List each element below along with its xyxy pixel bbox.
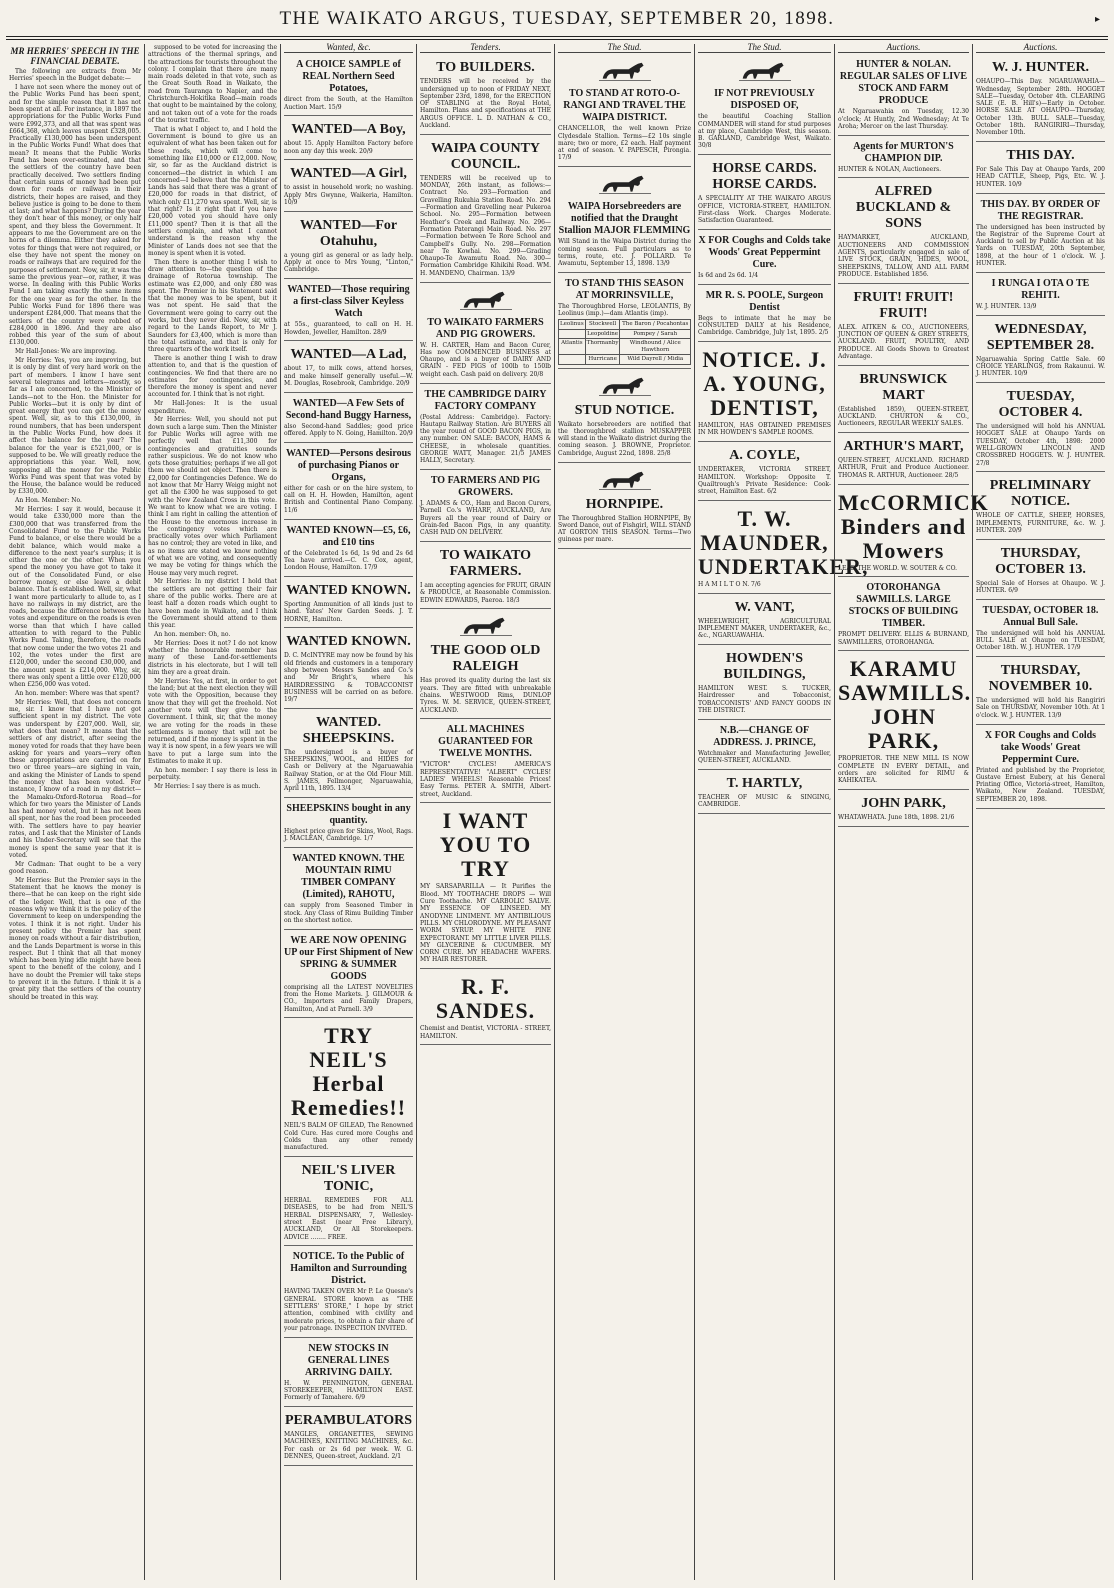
advertisement-title: TUESDAY, OCTOBER 4. bbox=[998, 389, 1083, 421]
advertisement bbox=[838, 435, 969, 484]
advertisement-title: WANTED—A Lad, bbox=[290, 347, 407, 363]
advertisement-body: also Second-hand Saddles; good price offered. Apply to N. Going, Hamilton. 20/9 bbox=[284, 422, 413, 438]
table-row bbox=[559, 339, 691, 355]
paragraph: Mr Herries: Well, you should not put down such a large sum. Then the Minister for Public Works will agree with me perfectly well that £11,300 for contingencies and gratuities sounds rather suspicious. We do not know who gets those gratuities; perhaps if we all got them we should not object. Then there is £2,000 for Contingencies Defence. We do not know that Mr Harry Weigg might not get all the £300 he was supposed to get with the New Zealand Cross in this vote. We want to know what we are voting. I think I am right in calling the attention of the House to the enormous increase in the contingency votes which are practically votes over which Parliament has no control; they are voted in like, and as no items are stated we know nothing of what we are voting, and consequently we may be voting for things which the House may very much regret. bbox=[148, 416, 277, 577]
table-cell: Thormanby bbox=[585, 339, 620, 355]
advertisement-title: WANTED. SHEEPSKINS. bbox=[302, 714, 395, 746]
table-cell: Wild Dayrell / Midia bbox=[620, 355, 691, 365]
paragraph: Mr Herries: In my district I hold that the settlers are not getting their fair share of the public works. There are at least half a dozen roads which ought to have been made in Waikato, and I think the Government should attend to them this year. bbox=[148, 578, 277, 630]
table-row bbox=[559, 355, 691, 365]
advertisement-body: ALEX. AITKEN & CO., AUCTIONEERS, JUNCTION OF QUEEN & GREY STREETS, AUCKLAND. FRUIT, POULTRY, AND PRODUCE. All Goods Shown to Greatest Advantage. bbox=[838, 323, 969, 360]
advertisement-body: PROPRIETOR. THE NEW MILL IS NOW COMPLETE IN EVERY DETAIL, and orders are solicited for RIMU & KAHIKATEA. bbox=[838, 755, 969, 785]
advertisement bbox=[558, 169, 691, 273]
advertisement-title: IF NOT PREVIOUSLY DISPOSED OF, bbox=[714, 88, 815, 112]
advertisement bbox=[558, 371, 691, 463]
advertisement bbox=[284, 630, 413, 709]
paragraph: An hon. member: Where was that spent? bbox=[15, 689, 140, 697]
paragraph: That is what I object to, and I hold the Government is bound to give us an equivalent of what has been taken out for these roads, which will come to something like £10,000 or £12,000. Now, sir, so far as the Auckland district is concerned—the district in which I am concerned—I believe that the Minister of Lands has said that there was a grant of £20,000 for roads in that district, of which only £11,270 was spent. Well, sir, is that right? Is it right that if you have £20,000 voted you should have only £11,000 spent? Then it is that all the settlers complain, and what I cannot understand is the reason why the Minister of Lands does not see that the money is spent when it is voted. bbox=[148, 125, 277, 257]
advertisement bbox=[976, 602, 1105, 657]
advertisement-title: McCORMICK Binders and Mowers bbox=[838, 489, 989, 563]
advertisement bbox=[284, 1020, 413, 1157]
advertisement bbox=[976, 727, 1105, 809]
advertisement-title: HORNPIPE. bbox=[585, 496, 664, 512]
advertisement bbox=[838, 579, 969, 651]
horse-illustration-icon bbox=[736, 60, 794, 86]
advertisement-body: HAYMARKET, AUCKLAND, AUCTIONEERS AND COMMISSION AGENTS, particularly engaged in sale of LIVE STOCK, GRAIN, HIDES, WOOL, SHEEPSKINS, TALLOW, AND ALL FARM PRODUCE. Established 1856. bbox=[838, 234, 969, 278]
advertisement-title: N.B.—CHANGE OF ADDRESS. J. PRINCE, bbox=[713, 724, 816, 748]
advertisement-body: (Established 1859), QUEEN-STREET, AUCKLAND. CHURTON & CO., Auctioneers, REGULAR WEEKLY SALES. bbox=[838, 405, 969, 428]
table-cell: Leopoldine bbox=[587, 330, 619, 337]
advertisement bbox=[698, 772, 831, 814]
paragraph: Mr Herries: But the Premier says in the Statement that he knows the money is there—that he can keep on the right side of the ledger. Well, that is one of the reasons why we think it is the policy of the Government to keep on underspending the votes. I think it is not right. Under his present policy the Premier has spent money on roads without a fair distribution, and the Lands Department is worse in this respect. But I think that all that money which has been lying idle might have been spent to the benefit of the colony, and I have no doubt the Premier will take steps to prevent it in the future. I think it is a great pity that the settlers of the country should be treated in this way. bbox=[9, 876, 141, 1001]
advertisement-body: H. W. PENNINGTON, GENERAL STOREKEEPER, HAMILTON EAST. Formerly of Tamahere. 6/9 bbox=[284, 1379, 413, 1402]
advertisement bbox=[698, 232, 831, 285]
advertisement-body: At Ngaruawahia on Tuesday, 12.30 o'clock; At Huntly, 2nd Wednesday; At Te Aroha; Mercer on the last Thursday. bbox=[838, 108, 969, 130]
advertisement-body: WHEELWRIGHT, AGRICULTURAL IMPLEMENT MAKER, UNDERTAKER, &c., &c., NGARUAWAHIA. bbox=[698, 617, 831, 640]
advertisement bbox=[284, 522, 413, 577]
advertisement bbox=[838, 138, 969, 179]
advertisement-body: Begs to intimate that he may be CONSULTED DAILY at his Residence, Cambridge. Cambridge, July 1st, 1895. 2/5 bbox=[698, 314, 831, 337]
paragraph: Mr Hall-Jones: It is the usual expenditure. bbox=[148, 400, 277, 415]
advertisement-title: THE CAMBRIDGE DAIRY FACTORY COMPANY bbox=[424, 388, 547, 412]
advertisement-body: WHOLE OF CATTLE, SHEEP, HORSES, IMPLEMENTS, FURNITURE, &c. W. J. HUNTER. 20/9 bbox=[976, 512, 1105, 534]
advertisement-body: The undersigned will hold his ANNUAL HOGGET SALE at Ohaupo Yards on TUESDAY, October 4th, 1898: 2000 WELL-GROWN LINCOLN AND CROSSBRED HOGGETS. W. J. HUNTER. 27/8 bbox=[976, 423, 1105, 467]
advertisement-body: TENDERS will be received by the undersigned up to noon of FRIDAY NEXT, September 23rd, 1898, for the ERECTION OF STABLING at the Royal Hotel, Hamilton. Plans and specifications at THE ARGUS OFFICE. L. D. NATHAN & CO., Auckland. bbox=[420, 78, 551, 130]
advertisement-title: W. J. HUNTER. bbox=[991, 60, 1090, 76]
paragraph: Mr Herries: Yes, you are improving, but it is only by dint of very hard work on the part of members. I know I have sent several telegrams and letters—mostly, so far as I am concerned, to the Minister of Lands—not to the Hon. the Minister for Public Works—but it is only by dint of great energy that you can get the money spent. Well, sir, as to this £130,000, in round numbers, that has been underspent in the Public Works Fund, how does it affect the balance for the year? The balance for the year is £521,000, or is supposed to be. We will greatly reduce the appropriations this year. Well, now, supposing all the money for the Public Works Fund was spent that was voted by the House, the balance would be reduced by £330,000. bbox=[9, 357, 141, 496]
advertisement-title: HORSE CARDS. HORSE CARDS. bbox=[712, 161, 817, 193]
advertisement bbox=[838, 286, 969, 366]
advertisement-body: direct from the South, at the Hamilton Auction Mart. 15/9 bbox=[284, 96, 413, 111]
advertisement bbox=[284, 579, 413, 628]
advertisement-body: MANGLES, ORGANETTES, SEWING MACHINES, KNITTING MACHINES, &c. For cash or 2s 6d per week. W. G. DENNES, Queen-street, Auckland. 2/1 bbox=[284, 1430, 413, 1460]
paragraph: An hon. member: Oh, no. bbox=[154, 630, 231, 638]
horse-illustration-icon bbox=[596, 375, 654, 401]
advertisement-body: QUEEN-STREET, AUCKLAND. RICHARD ARTHUR, Fruit and Produce Auctioneer. THOMAS R. ARTHUR, Auctioneer. 28/5 bbox=[838, 457, 969, 479]
corner-mark-icon: ▸ bbox=[1094, 14, 1100, 25]
advertisement bbox=[838, 368, 969, 433]
paragraph: Then there is another thing I wish to draw attention to—the question of the drainage of Rotorua township. The estimate was £2,000, and only £80 was spent. The Premier in his Statement said that the money was to be spent, but it was not spent. He said that the Government were going to carry out the works, but they never did. Now, sir, with regard to the Lands Report, to Mr J. Saunders for £3,400, which is more than the total estimate, and that is only for three quarters of the work itself. bbox=[148, 258, 277, 354]
advertisement bbox=[284, 56, 413, 116]
paragraph: Mr Cadman: That ought to be a very good reason. bbox=[9, 860, 141, 876]
advertisement bbox=[420, 611, 551, 719]
advertisement-title: BRUNSWICK MART bbox=[859, 371, 948, 403]
advertisement-body: Is 6d and 2s 6d. 1/4 bbox=[698, 271, 759, 279]
advertisement bbox=[558, 465, 691, 550]
advertisement-body: HAMILTON, HAS OBTAINED PREMISES IN MR HOWDEN'S SAMPLE ROOMS. bbox=[698, 422, 831, 437]
advertisement bbox=[976, 474, 1105, 539]
advertisement-body: about 15. Apply Hamilton Factory before noon any day this week. 20/9 bbox=[284, 140, 413, 155]
advertisement bbox=[284, 1159, 413, 1246]
advertisement-body: the beautiful Coaching Stallion COMMANDER will stand for stud purposes at my place, Cambridge West, this season. B. GARLAND, Cambridge West, Waikato. 30/8 bbox=[698, 113, 831, 150]
advertisement-title: I WANT YOU TO TRY bbox=[439, 808, 532, 882]
advertisement-title: MR R. S. POOLE, Surgeon Dentist bbox=[705, 289, 824, 313]
advertisement-title: ALFRED BUCKLAND & SONS bbox=[855, 184, 952, 232]
advertisement-body: The Thoroughbred Horse, LEOLANTIS, By Leolinus (imp.)—dam Atlantis (imp). bbox=[558, 302, 691, 318]
table-cell bbox=[559, 355, 586, 365]
column-stud bbox=[554, 44, 694, 1580]
advertisement bbox=[420, 544, 551, 609]
advertisement-title: THIS DAY. bbox=[1006, 148, 1075, 164]
paragraph: Mr Herries: Yes, at first, in order to get the land; but at the next election they will vote with the Opposition, because they know that they will get the freehold. Not another vote will they give to the Government. I think, sir, that the money we are voting for the roads in these settlements is money that will not be returned, and if the money is spent in the way it is now spent, in a few years we will have to put a large sum into the Estimates to make it up. bbox=[148, 677, 277, 765]
advertisement bbox=[558, 56, 691, 167]
advertisement bbox=[698, 344, 831, 442]
advertisement bbox=[976, 56, 1105, 142]
advertisement bbox=[698, 503, 869, 594]
advertisement-body: a young girl as general or as lady help. Apply at once to Mrs Young, "Linton," Cambridge. bbox=[284, 251, 413, 274]
advertisement-body: Ngaruawahia Spring Cattle Sale. 60 CHOICE YEARLINGS, from Rakaunui. W. J. HUNTER. 10/9 bbox=[976, 355, 1105, 378]
horse-illustration-icon bbox=[596, 469, 654, 495]
advertisement bbox=[976, 318, 1105, 383]
advertisement-body: either for cash or on the hire system, to call on H. H. Howden, Hamilton, agent British and Continental Piano Company. 11/6 bbox=[284, 484, 413, 514]
paragraph: supposed to be voted for increasing the attractions of the thermal springs, and the attractions for tourists throughout the colony. I complain that there are many main roads deleted in that vote, such as the Great South Road in Waikato, the road from Tauranga to Napier, and the Christchurch-Hokitika Road—main roads that ought to be maintained by the colony, and not taken out of a vote for the roads of the tourist traffic. bbox=[148, 44, 277, 124]
advertisement-body: W. H. CARTER, Ham and Bacon Curer, Has now COMMENCED BUSINESS at Ohaupo, and is a buyer of DAIRY AND GRAIN - FED PIGS of 100lb to 150lb weight each. Cash paid on delivery. 20/8 bbox=[420, 341, 551, 378]
advertisement bbox=[284, 1409, 413, 1466]
advertisement bbox=[698, 444, 831, 501]
advertisement bbox=[698, 287, 831, 342]
section-heading: Wanted, &c. bbox=[284, 44, 413, 53]
advertisement-title: WANTED KNOWN. THE MOUNTAIN RIMU TIMBER COMPANY (Limited), RAHOTU, bbox=[292, 853, 405, 901]
advertisement bbox=[420, 721, 551, 803]
advertisement-title: TRY NEIL'S Herbal Remedies!! bbox=[290, 1023, 407, 1121]
advertisement-title: TO WAIKATO FARMERS. bbox=[439, 548, 532, 580]
advertisement-body: UNDERTAKER, VICTORIA STREET, HAMILTON. Workshop: Opposite T. Quailtrough's Private Residence: Cook-street, Hamilton East. 6/2 bbox=[698, 466, 831, 496]
advertisement-body: Waikato horsebreeders are notified that the thoroughbred stallion MUSKAPPER will stand in the Waikato district during the coming season. J. BROWNE, Proprietor. Cambridge, August 22nd, 1898. 25/8 bbox=[558, 420, 691, 457]
advertisement-title: WAIPA COUNTY COUNCIL. bbox=[430, 140, 541, 172]
advertisement-title: JOHN PARK, bbox=[861, 796, 946, 812]
section-heading: Auctions. bbox=[838, 44, 969, 53]
column-stud-2 bbox=[694, 42, 869, 1580]
masthead-rule-lower bbox=[6, 39, 1108, 40]
paragraph: I have not seen where the money out of the Public Works Fund has been spent, and for the simple reason that it has not been spent at all. For instance, in 1897 the appropriations for the Public Works Fund were £992,373, and all that was spent was £664,368, which leaves unspent £328,005. Practically £130,000 has been underspent in the Public Works Fund! What does that mean? It means that the Public Works Fund has been over-estimated, and that the settlers of the country have been practically deceived. Two settlers finding that certain sums of money had been put down for roads or railways in their districts, their hopes are raised, and they believe justice is going to be done to them at last; and what happens? During the year they don't hear of this money, or only half spent, and they bless the Government. It appears to me the Government are on the horns of a dilemma. Either they asked for votes for things that were not required, or else they have not spent the money on roads or railways that are required for the purposes of settlement. Now, sir, it was the same the previous year—or, rather, it was worse. In dealing with this Public Works Fund I am taking exactly the same items for the one year as for the other. In the Public Works Fund for 1896 there was underspent £284,000. That means that the settlers of the country were robbed of £284,000 in 1896. And they are also robbed this year of the sum of about £130,000. bbox=[9, 84, 141, 347]
paragraph: An Hon. Member: No. bbox=[15, 497, 82, 505]
advertisement-title: KARAMU SAWMILLS. JOHN PARK, bbox=[838, 656, 972, 754]
advertisement-body: W. J. HUNTER. 13/9 bbox=[976, 302, 1037, 310]
advertisement bbox=[558, 275, 691, 369]
advertisement-title: HUNTER & NOLAN. REGULAR SALES OF LIVE STOCK AND FARM PRODUCE bbox=[839, 59, 968, 107]
advertisement bbox=[838, 792, 969, 827]
advertisement bbox=[976, 275, 1105, 316]
advertisement-body: TENDERS will be received up to MONDAY, 26th instant, as follows:— Contract No. 293—Formation and Gravelling Rukuhia Station Road. No. 294—Formation and Gravelling near Pukeroa School. No. 295—Formation between Heather's Creek and Railway. No. 296—Formation Paterangi Main Road. No. 297—Formation between Te Rore School and Campbell's Gully. No. 298—Formation near Te Kowhai. No. 299—Grading Ohaupo-Te Awamutu Road. No. 300—Formation Cambridge Kihikihi Road. WM. H. MANDENO, Chairman. 13/9 bbox=[420, 174, 551, 277]
advertisement bbox=[976, 196, 1105, 273]
table-row bbox=[559, 329, 691, 339]
advertisement-title: WANTED—A Few Sets of Second-hand Buggy Harness, bbox=[285, 397, 412, 421]
advertisement-body: Sporting Ammunition of all kinds just to hand. Yates' New Garden Seeds. J. T. HORNE, Hamilton. bbox=[284, 600, 413, 623]
advertisement bbox=[420, 805, 551, 969]
advertisement bbox=[284, 932, 413, 1019]
advertisement-title: WANTED—Persons desirous of purchasing Pianos or Organs, bbox=[285, 447, 412, 483]
column-wanted bbox=[280, 44, 416, 1580]
advertisement-body: about 17, to milk cows, attend horses, and make himself generally useful.—W. M. Douglas, Rosebrook, Cambridge. 20/9 bbox=[284, 365, 413, 387]
advertisement-title: THURSDAY, NOVEMBER 10. bbox=[988, 663, 1093, 695]
table-cell: Atlantis bbox=[559, 339, 586, 355]
advertisement-body: Will Stand in the Waipa District during the coming season. Full particulars as to terms, route, etc. J. POLLARD. Te Awamutu, September 13, 1898. 13/9 bbox=[558, 238, 691, 268]
paragraph: An hon. member: I say there is less in perpetuity. bbox=[148, 766, 277, 782]
advertisement-title: NOTICE. To the Public of Hamilton and Surrounding District. bbox=[290, 1251, 407, 1287]
advertisement-body: I am accepting agencies for FRUIT, GRAIN & PRODUCE, at Reasonable Commission. EDWIN EDWARDS, Paeroa. 18/3 bbox=[420, 582, 551, 604]
advertisement-body: CHANCELLOR, the well known Prize Clydesdale Stallion. Terms—£2 10s single mare; two or more, £2 each. Half payment at end of season. V. PAPESCH, Pirongia. 17/9 bbox=[558, 125, 691, 162]
advertisement-body: (Postal Address: Cambridge). Factory: Hautapu Railway Station. Are BUYERS all the year round of GOOD BACON PIGS, in any number. ON SALE: BACON, HAMS & CHEESE, in wholesale quantities. GEORGE WATT, Manager. 21/5 JAMES HALLY, Secretary. bbox=[420, 413, 551, 465]
advertisement bbox=[420, 386, 551, 471]
advertisement-title: TO FARMERS AND PIG GROWERS. bbox=[430, 475, 541, 499]
advertisement bbox=[284, 445, 413, 520]
advertisement-body: of the Celebrated 1s 6d, 1s 9d and 2s 6d Tea have arrived.—C. C. Cox, agent, London House, Hamilton. 17/9 bbox=[284, 549, 413, 572]
advertisement-body: Has proved its quality during the last six years. They are fitted with unbreakable chains. WESTWOOD Rims, DUNLOP Tyres. W. M. SERVICE, QUEEN-STREET, AUCKLAND. bbox=[420, 677, 551, 714]
advertisement-title: TO STAND AT ROTO-O-RANGI AND TRAVEL THE WAIPA DISTRICT. bbox=[563, 88, 686, 124]
advertisement-body: can supply from Seasoned Timber in stock. Any Class of Rimu Building Timber on the shortest notice. bbox=[284, 902, 413, 924]
masthead bbox=[0, 0, 1114, 38]
advertisement-body: Printed and published by the Proprietor, Gustave Ernest Eubery, at his General Printing Office, Victoria-street, Hamilton, Waikato, New Zealand. TUESDAY, SEPTEMBER 20, 1898. bbox=[976, 766, 1105, 803]
advertisement-title: TO BUILDERS. bbox=[436, 60, 535, 76]
advertisement bbox=[284, 850, 413, 929]
advertisement-title: SHEEPSKINS bought in any quantity. bbox=[286, 803, 411, 827]
advertisement bbox=[284, 800, 413, 848]
advertisement bbox=[284, 711, 413, 798]
advertisement-title: WANTED KNOWN. bbox=[286, 582, 411, 598]
advertisement-title: WANTED—A Boy, bbox=[291, 122, 406, 138]
column-auctions bbox=[834, 42, 989, 1580]
advertisement-body: comprising all the LATEST NOVELTIES from the Home Markets. J. GILMOUR & CO., Importers and Family Drapers, Hamilton, And at Parnell. 3/9 bbox=[284, 983, 413, 1013]
advertisement bbox=[284, 1248, 413, 1337]
advertisement-title: T. HARTLY, bbox=[726, 775, 803, 791]
advertisement bbox=[698, 157, 831, 230]
advertisement-body: The Thoroughbred Stallion HORNPIPE, By Sword Dance, out of Fishgirl, WILL STAND AT GORTON THIS SEASON. Terms—Two guineas per mare. bbox=[558, 514, 691, 544]
paragraph: Mr Herries: Does it not? I do not know whether the honourable member has many of these Land-for-settlements districts in his electorate, but I will tell him they are a great drain. bbox=[148, 639, 277, 676]
advertisement-title: WANTED—Those requiring a first-class Silver Keyless Watch bbox=[287, 284, 410, 320]
advertisement bbox=[698, 647, 831, 720]
paragraph: Mr Hall-Jones: We are improving. bbox=[15, 348, 117, 356]
advertisement bbox=[838, 487, 989, 578]
advertisement-body: J. ADAMS & CO., Ham and Bacon Curers, Parnell Co.'s WHARF, AUCKLAND, Are Buyers all the year round of Dairy or Grain-fed Bacon Pigs, in any quantity. CASH PAID ON DELIVERY. bbox=[420, 500, 551, 537]
advertisement bbox=[284, 214, 413, 279]
advertisement-body: The undersigned will hold his Rangiriri Sale on THURSDAY, November 10th. At 1 o'clock. W. J. HUNTER. 13/9 bbox=[976, 697, 1105, 719]
advertisement-title: OTOROHANGA SAWMILLS. LARGE STOCKS OF BUILDING TIMBER. bbox=[848, 582, 959, 630]
advertisement-title: FRUIT! FRUIT! FRUIT! bbox=[853, 289, 954, 321]
advertisement bbox=[284, 1340, 413, 1407]
advertisement bbox=[420, 472, 551, 542]
section-heading: The Stud. bbox=[558, 44, 691, 53]
column-speech bbox=[6, 44, 144, 1580]
section-heading: Auctions. bbox=[976, 44, 1105, 53]
advertisement bbox=[838, 56, 969, 135]
paragraph: Mr Herries: I say there is as much. bbox=[154, 782, 261, 790]
pedigree-table bbox=[558, 319, 691, 365]
advertisement-body: at 55s., guaranteed, to call on H. H. Howden, Jeweller, Hamilton. 28/9 bbox=[284, 321, 413, 336]
advertisement-body: For Sale This Day at Ohaupo Yards, 200 HEAD CATTLE, Sheep, Pigs, Etc. W. J. HUNTER. 10/9 bbox=[976, 166, 1105, 188]
advertisement-body: Special Sale of Horses at Ohaupo. W. J. HUNTER. 6/9 bbox=[976, 579, 1105, 594]
horse-illustration-icon bbox=[596, 173, 654, 199]
advertisement-title: TO WAIKATO FARMERS AND PIG GROWERS. bbox=[427, 316, 544, 340]
advertisement-title: NEIL'S LIVER TONIC, bbox=[301, 1163, 396, 1195]
advertisement-title: PERAMBULATORS bbox=[284, 1412, 413, 1428]
advertisement-body: Watchmaker and Manufacturing Jeweller, QUEEN-STREET, AUCKLAND. bbox=[698, 749, 831, 765]
advertisement bbox=[284, 118, 413, 160]
advertisement-body: HERBAL REMEDIES FOR ALL DISEASES, to be had from NEIL'S HERBAL DISPENSARY, 7, Wellesley-street East (near Free Library), AUCKLAND, Or All Storekeepers. ADVICE ........ FREE. bbox=[284, 1197, 413, 1241]
advertisement-body: LEAD THE WORLD. W. SOUTER & CO. bbox=[838, 564, 958, 572]
paragraph: Mr Herries: Well, that does not concern me, sir. I know that I have not got sufficient spent in my district. The vote was underspent by £207,000. Well, sir, what does that mean? It means that the settlers of any district, after seeing the money voted for roads that they have been asking for years and years—very often these appropriations are carried on for two or three years—are sighing in vain, and asking the Minister of Lands to spend the money that has been voted. For instance, I know of a road in my district—the Mamaku-Oxford-Rotorua Road—for which for two years the Minister of Lands has had money voted, but it has not been all spent, nor has the road been proceeded with. The settlers have to pay heavier rates, and I ask that the Minister of Lands and his Under-Secretary will see that the money is spent the same year that it is voted. bbox=[9, 698, 141, 859]
advertisement bbox=[976, 144, 1105, 193]
paragraph: Mr Herries: I say it would, because it would take £330,000 more than the £300,000 that was transferred from the Consolidated Fund to the Public Works Fund to balance, or else there would be a debit balance, which would make a difference to the next year's surplus; it is either the one or the other. When you spend the money you have got to take it out of the Consolidated Fund, or else borrow money, or else leave a debit balance. That is established. Well, sir, what I want more particularly to allude to, as I have no railways in my district, are the roads, because the difference between the votes and expenditure on the roads is even worse than that which I have called attention to with regard to the Public Works Fund. Taking, therefore, the roads that now come under the two votes 21 and 102, the votes under the first are £120,000, under the second £30,000, and the amount spent is £214,000. Why, sir, there was only spent a little over £120,000 when £256,000 was voted. bbox=[9, 506, 141, 689]
section-heading: The Stud. bbox=[698, 44, 831, 53]
advertisement-body: The undersigned is a buyer of SHEEPSKINS, WOOL, and HIDES for Cash or Delivery at the Ngaruawahia Railway Station, or at the Old Flour Mill. S. JAMES, Fellmonger, Ngaruawahia, April 11th, 1895. 13/4 bbox=[284, 748, 413, 793]
advertisement-title: A. COYLE, bbox=[729, 448, 800, 464]
advertisement-title: WAIPA Horsebreeders are notified that the Draught Stallion MAJOR FLEMMING bbox=[558, 201, 691, 237]
advertisement-title: THURSDAY, OCTOBER 13. bbox=[995, 545, 1086, 577]
advertisement bbox=[838, 653, 972, 790]
advertisement bbox=[698, 56, 831, 155]
advertisement bbox=[420, 285, 551, 384]
advertisement-body: HUNTER & NOLAN, Auctioneers. bbox=[838, 165, 942, 173]
advertisement-title: I RUNGA I OTA O TE REHITI. bbox=[991, 277, 1090, 301]
table-cell: Stockwell bbox=[585, 320, 620, 330]
advertisement-title: TUESDAY, OCTOBER 18. Annual Bull Sale. bbox=[982, 604, 1099, 628]
advertisement-body: Chemist and Dentist, VICTORIA - STREET, HAMILTON. bbox=[420, 1025, 551, 1040]
advertisement-title: TO STAND THIS SEASON AT MORRINSVILLE, bbox=[565, 277, 684, 301]
advertisement-title: R. F. SANDES. bbox=[435, 974, 536, 1024]
advertisement-body: OHAUPO—This Day. NGARUAWAHIA—Wednesday, September 28th. HOGGET SALE—Tuesday, October 4th. CLEARING SALE (E. B. Hill's)—Early in October. HORSE SALE AT OHAUPO—Thursday, October 13th. BULL SALE—Tuesday, October 18th. RANGIRIRI—Thursday, November 10th. bbox=[976, 78, 1105, 137]
advertisement-title: HOWDEN'S BUILDINGS, bbox=[723, 651, 806, 683]
table-row bbox=[559, 320, 691, 330]
advertisement bbox=[698, 722, 831, 770]
advertisement-title: ALL MACHINES GUARANTEED FOR TWELVE MONTHS. bbox=[438, 724, 533, 760]
advertisement-title: ARTHUR'S MART, bbox=[843, 439, 964, 455]
advertisement-body: PROMPT DELIVERY. ELLIS & BURNAND, SAWMILLERS, OTOROHANGA. bbox=[838, 631, 969, 646]
table-cell: Windhound / Alice Hawthorn bbox=[620, 339, 691, 355]
column-auctions-2 bbox=[972, 44, 1108, 1580]
advertisement-title: NOTICE. J. A. YOUNG, DENTIST, bbox=[702, 347, 827, 421]
advertisement-title: X FOR Coughs and Colds take Woods' Great Peppermint Cure. bbox=[698, 234, 831, 270]
advertisement-title: THIS DAY. BY ORDER OF THE REGISTRAR. bbox=[980, 198, 1101, 222]
advertisement-title: T. W. MAUNDER, UNDERTAKER, bbox=[698, 505, 869, 579]
advertisement bbox=[420, 137, 551, 283]
advertisement-body: The undersigned has been instructed by the Registrar of the Supreme Court at Auckland to sell by Public Auction at his Yards on TUESDAY, 20th September, 1898, at the hour of 1 o'clock. W. J. HUNTER. bbox=[976, 223, 1105, 268]
advertisement-body: Highest price given for Skins, Wool, Rags. J. MACLEAN, Cambridge. 1/7 bbox=[284, 828, 413, 843]
section-heading: Tenders. bbox=[420, 44, 551, 53]
table-cell: Pompey / Sarah bbox=[620, 329, 691, 339]
advertisement-title: WANTED KNOWN. bbox=[286, 634, 411, 650]
table-cell bbox=[559, 329, 586, 339]
advertisement-body: HAVING TAKEN OVER Mr P. Le Quesne's GENERAL STORE known as "THE SETTLERS' STORE," I hope by strict attention, combined with civility and moderate prices, to obtain a fair share of your patronage. INSPECTION INVITED. bbox=[284, 1288, 413, 1332]
advertisement-title: W. VANT, bbox=[734, 599, 795, 615]
advertisement bbox=[284, 343, 413, 392]
masthead-title: THE WAIKATO ARGUS, TUESDAY, SEPTEMBER 20, 1898. bbox=[279, 8, 835, 29]
advertisement-body: H A M I L T O N. 7/6 bbox=[698, 580, 761, 588]
advertisement-title: A CHOICE SAMPLE of REAL Northern Seed Potatoes, bbox=[296, 59, 401, 95]
advertisement-body: A SPECIALITY AT THE WAIKATO ARGUS OFFICE, VICTORIA-STREET, HAMILTON. First-class Work. Charges Moderate. Satisfaction Guaranteed. bbox=[698, 195, 831, 225]
advertisement-title: WE ARE NOW OPENING UP our First Shipment of New SPRING & SUMMER GOODS bbox=[284, 934, 413, 982]
advertisement bbox=[838, 180, 969, 283]
table-cell: Leolinus bbox=[560, 321, 584, 328]
advertisement-body: WHATAWHATA. June 18th, 1898. 21/6 bbox=[838, 814, 955, 822]
advertisement bbox=[284, 162, 413, 211]
advertisement bbox=[284, 281, 413, 341]
advertisement-body: D. C. McINTYRE may now be found by his old friends and customers in a temporary shop between Messrs Sandes and Co.'s and Mr Bright's, where his HAIRDRESSING & TOBACCONIST BUSINESS will be carried on as before. 19/7 bbox=[284, 652, 413, 704]
advertisement bbox=[976, 385, 1105, 472]
advertisement-title: STUD NOTICE. bbox=[574, 402, 675, 418]
paragraph: The following are extracts from Mr Herries' speech in the Budget debate:— bbox=[9, 68, 141, 83]
advertisement-title: PRELIMINARY NOTICE. bbox=[989, 478, 1092, 510]
article-heading: MR HERRIES' SPEECH IN THE FINANCIAL DEBATE. bbox=[10, 46, 140, 66]
table-cell: Hurricane bbox=[585, 355, 620, 365]
advertisement-title: WANTED KNOWN—£5, £6, and £10 tins bbox=[286, 524, 411, 548]
masthead-rule bbox=[6, 36, 1108, 37]
advertisement-body: HAMILTON WEST. S. TUCKER, Hairdresser and Tobacconist, TOBACCONISTS' AND FANCY GOODS IN THE DISTRICT. bbox=[698, 685, 831, 715]
horse-illustration-icon bbox=[457, 289, 515, 315]
horse-illustration-icon bbox=[457, 615, 515, 641]
advertisement-title: THE GOOD OLD RALEIGH bbox=[430, 643, 541, 675]
advertisement bbox=[420, 56, 551, 135]
advertisement bbox=[976, 542, 1105, 600]
advertisement-title: WEDNESDAY, SEPTEMBER 28. bbox=[986, 321, 1095, 353]
column-speech-continued bbox=[144, 44, 280, 1580]
advertisement-title: Agents for MURTON'S CHAMPION DIP. bbox=[853, 140, 954, 164]
advertisement bbox=[284, 395, 413, 443]
advertisement-title: X FOR Coughs and Colds take Woods' Great Peppermint Cure. bbox=[984, 729, 1097, 765]
advertisement-body: The undersigned will hold his ANNUAL BULL SALE at Ohaupo on TUESDAY, October 18th. W. J. HUNTER. 17/9 bbox=[976, 629, 1105, 652]
advertisement-body: MY SARSAPARILLA — It Purifies the Blood. MY TOOTHACHE DROPS — Will Cure Toothache. MY CARBOLIC SALVE. MY ESSENCE OF LINSEED. MY ANODYNE LINIMENT. MY ANTIBILIOUS PILLS. MY CHLORODYNE. MY PLEASANT WORM SYRUP. MY WHITE PINE EXPECTORANT. MY LITTLE LIVER PILLS. MY GLYCERINE & CUCUMBER. MY CORN CURE. MY HEADACHE WAFERS. MY HAIR RESTORER. bbox=[420, 883, 551, 964]
horse-illustration-icon bbox=[596, 60, 654, 86]
column-tenders bbox=[416, 44, 554, 1580]
advertisement-body: "VICTOR" CYCLES! AMERICA'S REPRESENTATIVE! "ALBERT" CYCLES! LADIES' WHEELS! Reasonable Prices! Easy Terms. PETER A. SMITH, Albert-street, Auckland. bbox=[420, 761, 551, 798]
table-cell: The Baron / Pocahontas bbox=[620, 320, 691, 330]
advertisement-body: TEACHER OF MUSIC & SINGING, CAMBRIDGE. bbox=[698, 793, 831, 809]
advertisement-title: WANTED—A Girl, bbox=[290, 166, 407, 182]
advertisement bbox=[698, 596, 831, 645]
advertisement bbox=[976, 659, 1105, 724]
advertisement-body: to assist in household work; no washing. Apply Mrs Gwynne, Waikeria, Hamilton. 10/9 bbox=[284, 184, 413, 207]
advertisement-title: WANTED—For Otahuhu, bbox=[299, 217, 398, 249]
advertisement-body: NEIL'S BALM OF GILEAD, The Renowned Cold Cure. Has cured more Coughs and Colds than any other remedy manufactured. bbox=[284, 1122, 413, 1152]
advertisement-title: NEW STOCKS IN GENERAL LINES ARRIVING DAILY. bbox=[304, 1342, 393, 1378]
advertisement bbox=[420, 971, 551, 1045]
paragraph: There is another thing I wish to draw attention to, and that is the question of contingencies. We find that there are no estimates for contingencies, and therefore the money is spent and never accounted for. I think that is not right. bbox=[148, 354, 277, 399]
